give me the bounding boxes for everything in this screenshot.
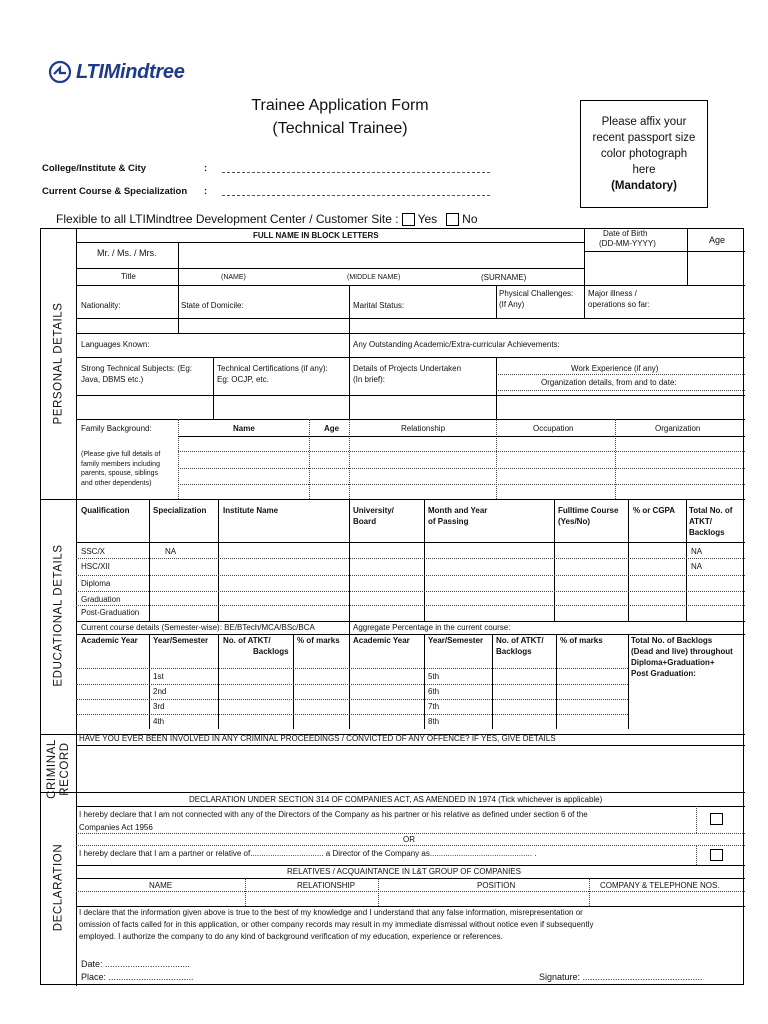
flexible-text: Flexible to all LTIMindtree Development Center / Customer Site : [56, 212, 399, 226]
lti-logo-icon [48, 60, 72, 84]
photo-text: color photograph [600, 148, 688, 160]
company-logo [48, 60, 185, 84]
languages-label: Languages Known: [81, 340, 150, 349]
photo-text-mandatory: (Mandatory) [611, 180, 677, 192]
physical-note: (If Any) [499, 300, 525, 309]
illness-label: Major illness / [588, 289, 637, 298]
final-declaration-3: employed. I authorize the company to do any kind of background verification of my education, experience or references. [79, 932, 503, 941]
age-label: Age [709, 235, 726, 245]
year-semester-header: Year/Semester [153, 636, 209, 645]
dob-format: (DD-MM-YYYY) [599, 239, 656, 248]
total-backlogs-note: (Dead and live) throughout [631, 647, 733, 656]
title-label: Title [121, 272, 136, 281]
yes-label: Yes [417, 212, 438, 226]
work-label: Work Experience (if any) [571, 364, 659, 373]
semester-4th: 4th [153, 717, 165, 726]
illness-note: operations so far: [588, 300, 650, 309]
university-header: University/ [353, 506, 394, 515]
declaration-line1: I hereby declare that I am not connected with any of the Directors of the Company as his partner or his relative as defined under section 6 of the [79, 810, 588, 819]
colon: : [204, 186, 208, 197]
photo-text: here [632, 164, 656, 176]
semester-7th: 7th [428, 702, 440, 711]
aggregate-label: Aggregate Percentage in the current course: [353, 623, 511, 632]
atkt-header-2: ATKT/ [689, 517, 712, 526]
section-personal: PERSONAL DETAILS [52, 302, 65, 425]
physical-label: Physical Challenges: [499, 289, 574, 298]
family-name-header: Name [233, 424, 255, 433]
not-connected-checkbox[interactable] [710, 813, 723, 825]
relatives-header: RELATIVES / ACQUAINTANCE IN L&T GROUP OF COMPANIES [287, 867, 521, 876]
achievements-label: Any Outstanding Academic/Extra-curricular Achievements: [353, 340, 560, 349]
atkt-header-3: Backlogs [689, 528, 725, 537]
family-note-line: and other dependents) [81, 479, 152, 487]
place-field[interactable]: Place: .................................. [81, 972, 194, 982]
edu-na: NA [691, 547, 703, 556]
no-label: No [462, 212, 478, 226]
declaration-line2: I hereby declare that I am a partner or relative of................................. a Director of the Company as.............................................. . [79, 849, 537, 858]
total-backlogs-label: Total No. of Backlogs [631, 636, 713, 645]
edu-na: NA [165, 547, 177, 556]
qualification-header: Qualification [81, 506, 130, 515]
marks-header: % of marks [297, 636, 340, 645]
month-header: Month and Year [428, 506, 488, 515]
academic-year-header: Academic Year [81, 636, 138, 645]
family-occupation-header: Occupation [533, 424, 574, 433]
semester-1st: 1st [153, 672, 164, 681]
atkt-header: Total No. of [689, 506, 733, 515]
declaration-header: DECLARATION UNDER SECTION 314 OF COMPANIES ACT, AS AMENDED IN 1974 (Tick whichever is applicable) [189, 795, 603, 804]
middle-name-label: (MIDDLE NAME) [347, 274, 401, 281]
fulltime-header: Fulltime Course [558, 506, 619, 515]
criminal-question: HAVE YOU EVER BEEN INVOLVED IN ANY CRIMINAL PROCEEDINGS / CONVICTED OF ANY OFFENCE? IF YES, GIVE DETAILS [79, 734, 556, 743]
or-label: OR [403, 835, 415, 844]
subjects-note: Java, DBMS etc.) [81, 375, 144, 384]
specialization-header: Specialization [153, 506, 207, 515]
certs-note: Eg: OCJP, etc. [217, 375, 269, 384]
current-course-label: Current course details (Semester-wise): BE/BTech/MCA/BSc/BCA [81, 623, 315, 632]
family-age-header: Age [324, 424, 340, 433]
cgpa-header: % or CGPA [633, 506, 676, 515]
edu-row-postgrad: Post-Graduation [81, 608, 140, 617]
relatives-col-name: NAME [149, 881, 173, 890]
marks-header-2: % of marks [560, 636, 603, 645]
course-label: Current Course & Specialization [42, 186, 188, 197]
brand-name: LTIMindtree [76, 60, 185, 83]
full-name-header: FULL NAME IN BLOCK LETTERS [253, 231, 379, 240]
partner-relative-checkbox[interactable] [710, 849, 723, 861]
semester-2nd: 2nd [153, 687, 167, 696]
atkt-no-header-3: No. of ATKT/ [496, 636, 544, 645]
form-title: Trainee Application Form [251, 97, 429, 114]
atkt-no-header: No. of ATKT/ [223, 636, 271, 645]
marital-label: Marital Status: [353, 301, 405, 310]
fulltime-header-2: (Yes/No) [558, 517, 591, 526]
family-label: Family Background: [81, 424, 152, 433]
relatives-col-company: COMPANY & TELEPHONE NOS. [600, 881, 720, 890]
course-input[interactable] [222, 195, 490, 196]
edu-row-graduation: Graduation [81, 595, 121, 604]
final-declaration-2: omission of facts called for in this application, or other company records may result in my immediate dismissal without notice even if subsequently [79, 920, 594, 929]
institute-header: Institute Name [223, 506, 279, 515]
university-header-2: Board [353, 517, 377, 526]
application-form [40, 228, 744, 985]
flexible-line [56, 212, 478, 226]
final-declaration-1: I declare that the information given above is true to the best of my knowledge and I understand that any false information, misrepresentation or [79, 908, 583, 917]
name-label: (NAME) [221, 274, 246, 281]
projects-label: Details of Projects Undertaken [353, 364, 462, 373]
declaration-line1b: Companies Act 1956 [79, 823, 153, 832]
yes-checkbox[interactable] [402, 213, 415, 226]
semester-8th: 8th [428, 717, 440, 726]
date-field[interactable]: Date: .................................. [81, 959, 191, 969]
projects-note: (In brief): [353, 375, 386, 384]
signature-field[interactable]: Signature: ................................................ [539, 972, 703, 982]
total-backlogs-note-2: Diploma+Graduation+ [631, 658, 715, 667]
family-relationship-header: Relationship [401, 424, 446, 433]
year-semester-header-2: Year/Semester [428, 636, 484, 645]
nationality-label: Nationality: [81, 301, 121, 310]
month-header-2: of Passing [428, 517, 469, 526]
family-note [81, 450, 160, 488]
academic-year-header-2: Academic Year [353, 636, 410, 645]
photo-text: recent passport size [592, 132, 696, 144]
total-backlogs-note-3: Post Graduation: [631, 669, 696, 678]
salutation-label: Mr. / Ms. / Mrs. [97, 248, 157, 258]
dob-label: Date of Birth [603, 229, 648, 238]
photo-box[interactable] [580, 100, 708, 208]
semester-6th: 6th [428, 687, 440, 696]
edu-row-diploma: Diploma [81, 579, 111, 588]
relatives-col-position: POSITION [477, 881, 516, 890]
family-note-line: parents, spouse, siblings [81, 470, 159, 477]
section-educational: EDUCATIONAL DETAILS [52, 544, 65, 687]
section-declaration: DECLARATION [52, 843, 65, 932]
surname-label: (SURNAME) [481, 273, 527, 282]
semester-3rd: 3rd [153, 702, 165, 711]
semester-5th: 5th [428, 672, 440, 681]
atkt-no-header-4: Backlogs [496, 647, 532, 656]
family-note-line: family members including [81, 460, 160, 468]
atkt-no-header-2: Backlogs [253, 647, 289, 656]
form-subtitle: (Technical Trainee) [272, 120, 408, 137]
work-note: Organization details, from and to date: [541, 378, 677, 387]
subjects-label: Strong Technical Subjects: (Eg: [81, 364, 193, 373]
photo-text: Please affix your [601, 116, 687, 128]
edu-na: NA [691, 562, 703, 571]
edu-row-hsc: HSC/XII [81, 562, 110, 571]
relatives-col-relationship: RELATIONSHIP [297, 881, 356, 890]
colon: : [204, 163, 208, 174]
certs-label: Technical Certifications (if any): [217, 364, 328, 373]
family-organization-header: Organization [655, 424, 701, 433]
section-criminal [46, 729, 72, 809]
domicile-label: State of Domicile: [181, 301, 244, 310]
section-criminal-line2: RECORD [59, 742, 71, 796]
college-input[interactable] [222, 172, 490, 173]
no-checkbox[interactable] [446, 213, 459, 226]
section-criminal-line1: CRIMINAL [46, 739, 58, 799]
edu-row-ssc: SSC/X [81, 547, 106, 556]
family-note-line: (Please give full details of [81, 451, 161, 458]
college-label: College/Institute & City [42, 163, 146, 174]
